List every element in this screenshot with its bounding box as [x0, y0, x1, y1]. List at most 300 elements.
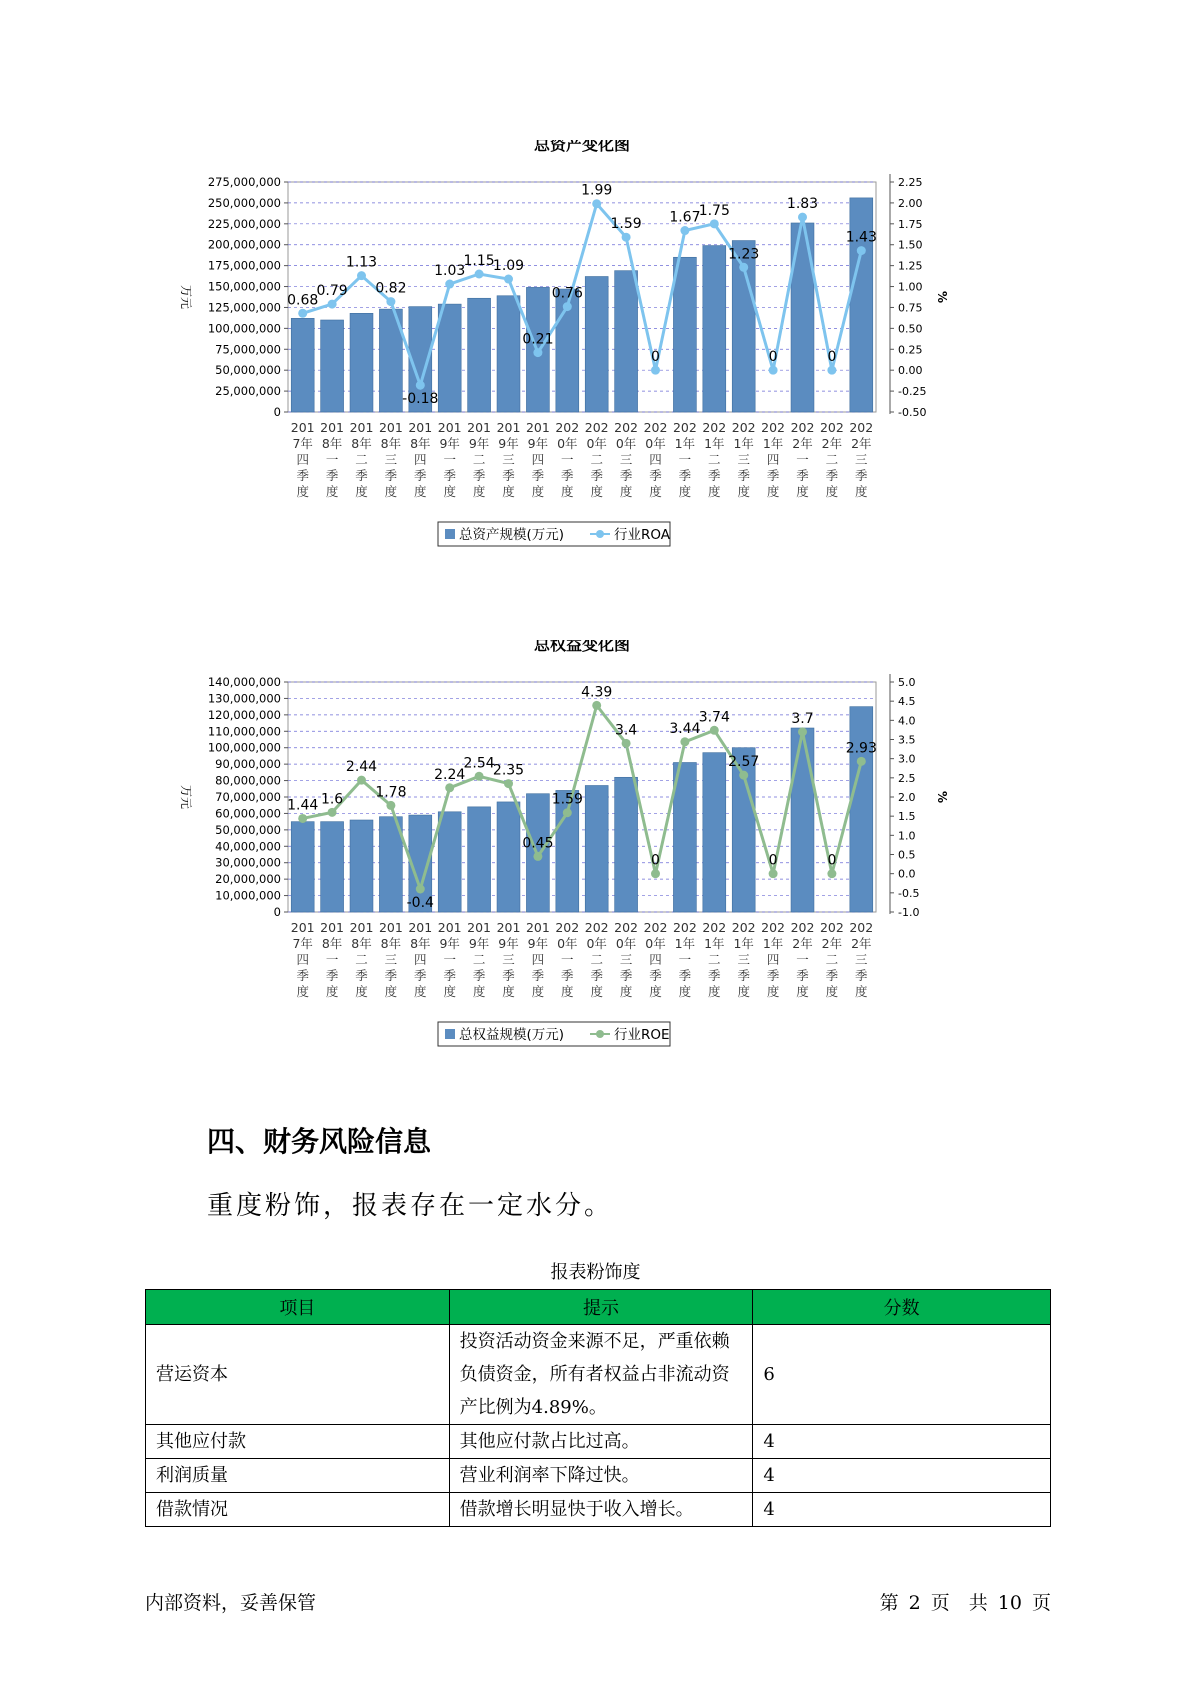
line-point	[710, 219, 719, 228]
category-label: 度	[531, 484, 545, 499]
chart-title: 总权益变化图	[533, 640, 631, 654]
line-point	[445, 280, 454, 289]
left-tick-label: 225,000,000	[207, 216, 281, 231]
category-label: 季	[796, 468, 809, 483]
category-label: 季	[472, 968, 486, 983]
category-label: 度	[325, 984, 339, 999]
category-label: 季	[531, 968, 545, 983]
category-label: 度	[678, 484, 692, 499]
legend-bar-swatch	[445, 529, 455, 539]
row-hint: 其他应付款占比过高。	[449, 1425, 753, 1459]
bar	[468, 807, 491, 912]
point-label: 0.76	[551, 285, 583, 302]
category-label: 度	[414, 484, 427, 499]
category-label: 季	[708, 468, 721, 483]
left-tick-label: 175,000,000	[207, 258, 281, 273]
line-point	[739, 771, 748, 780]
category-label: 度	[443, 484, 456, 499]
left-tick-label: 100,000,000	[207, 740, 281, 755]
category-label: 202	[849, 420, 874, 435]
category-label: 二	[825, 952, 839, 967]
category-label: 9年	[498, 436, 519, 451]
left-tick-label: 40,000,000	[215, 839, 281, 854]
category-label: 9年	[468, 936, 490, 951]
category-label: 8年	[321, 936, 343, 951]
category-label: 0年	[645, 936, 666, 951]
category-label: 度	[796, 484, 809, 499]
point-label: 1.83	[786, 196, 819, 213]
category-label: 季	[384, 468, 398, 483]
line-point	[328, 300, 337, 309]
category-label: 季	[443, 468, 456, 483]
category-label: 202	[555, 920, 580, 935]
right-tick-label: 1.75	[898, 217, 923, 231]
category-label: 二	[472, 952, 486, 967]
category-label: 202	[731, 420, 756, 435]
point-label: 2.54	[463, 755, 495, 772]
category-label: 季	[708, 968, 721, 983]
category-label: 度	[590, 484, 603, 499]
bar	[468, 298, 491, 412]
point-label: 1.09	[492, 258, 525, 275]
left-tick-label: 90,000,000	[215, 757, 281, 772]
section-title: 四、财务风险信息	[207, 1125, 432, 1158]
line-point	[504, 779, 513, 788]
point-label: 1.44	[287, 797, 319, 814]
point-label: 1.23	[728, 246, 760, 263]
category-label: 一	[796, 952, 809, 967]
point-label: 4.39	[581, 684, 613, 701]
point-label: 3.44	[669, 720, 701, 737]
point-label: 3.4	[614, 722, 638, 739]
category-label: 7年	[292, 436, 313, 451]
right-tick-label: 1.25	[898, 259, 923, 273]
point-label: 1.78	[375, 784, 407, 801]
point-label: 2.57	[728, 754, 760, 771]
right-tick-label: 3.5	[898, 733, 916, 747]
point-label: 0.45	[522, 835, 554, 852]
left-tick-label: 70,000,000	[215, 790, 281, 804]
category-label: 季	[649, 968, 662, 983]
table-row	[146, 1493, 1051, 1527]
bar	[673, 257, 696, 412]
category-label: 度	[561, 984, 574, 999]
left-tick-label: 50,000,000	[215, 822, 281, 837]
left-tick-label: 200,000,000	[207, 237, 281, 252]
category-label: 202	[702, 920, 727, 935]
category-label: 9年	[439, 936, 460, 951]
category-label: 201	[437, 920, 462, 935]
category-label: 202	[849, 920, 874, 935]
line-point	[533, 852, 542, 861]
category-label: 7年	[292, 936, 313, 951]
category-label: 201	[496, 420, 521, 435]
point-label: 0	[651, 349, 660, 366]
right-tick-label: 4.0	[898, 714, 916, 728]
category-label: 201	[320, 920, 345, 935]
category-label: 季	[384, 968, 398, 983]
category-label: 季	[855, 468, 868, 483]
category-label: 9年	[527, 936, 549, 951]
line-point	[769, 366, 778, 375]
category-label: 季	[855, 968, 868, 983]
category-label: 度	[590, 984, 603, 999]
category-label: 季	[414, 968, 427, 983]
right-tick-label: -0.5	[898, 886, 920, 900]
category-label: 季	[443, 968, 456, 983]
bar	[321, 822, 344, 912]
category-label: 季	[590, 968, 603, 983]
point-label: 1.75	[698, 202, 730, 219]
category-label: 2年	[821, 436, 843, 451]
left-tick-label: 100,000,000	[207, 321, 281, 336]
category-label: 三	[855, 452, 868, 467]
category-label: 三	[384, 452, 398, 467]
category-label: 201	[467, 420, 492, 435]
category-label: 二	[825, 452, 839, 467]
line-point	[651, 366, 660, 375]
bar	[291, 318, 314, 412]
category-label: 季	[737, 968, 750, 983]
category-label: 季	[531, 468, 545, 483]
category-label: 度	[708, 484, 721, 499]
category-label: 度	[825, 484, 839, 499]
point-label: 1.13	[345, 254, 378, 271]
line-point	[769, 869, 778, 878]
category-label: 三	[737, 952, 750, 967]
left-tick-label: 30,000,000	[215, 855, 281, 870]
category-label: 0年	[557, 436, 578, 451]
table-header-row	[146, 1290, 1051, 1325]
row-score: 6	[753, 1325, 1051, 1425]
category-label: 度	[649, 484, 662, 499]
category-label: 8年	[351, 936, 372, 951]
line-point	[445, 783, 454, 792]
category-label: 201	[408, 420, 433, 435]
category-label: 度	[825, 984, 839, 999]
category-label: 季	[502, 468, 515, 483]
category-label: 度	[414, 984, 427, 999]
category-label: 202	[584, 420, 609, 435]
category-label: 度	[502, 484, 515, 499]
bar	[850, 707, 873, 912]
category-label: 四	[649, 452, 662, 467]
line-point	[592, 701, 601, 710]
category-label: 度	[766, 484, 780, 499]
footer-confidential: 内部资料，妥善保管	[145, 1592, 317, 1614]
category-label: 季	[766, 968, 780, 983]
legend-line-label: 行业ROE	[614, 1027, 670, 1043]
category-label: 三	[502, 452, 515, 467]
category-label: 8年	[321, 436, 343, 451]
legend	[438, 522, 671, 546]
category-label: 度	[737, 984, 750, 999]
category-label: 201	[525, 920, 550, 935]
category-label: 201	[378, 920, 403, 935]
category-label: 202	[672, 920, 697, 935]
left-tick-label: 0	[273, 405, 281, 419]
category-label: 三	[502, 952, 515, 967]
category-label: 度	[796, 984, 809, 999]
category-label: 202	[790, 920, 815, 935]
left-tick-label: 150,000,000	[207, 279, 281, 294]
category-label: 一	[561, 452, 574, 467]
bar	[615, 271, 638, 412]
category-label: 1年	[762, 936, 784, 951]
line-point	[710, 726, 719, 735]
right-tick-label: 1.5	[898, 810, 916, 824]
category-label: 201	[349, 920, 374, 935]
category-label: 四	[531, 452, 545, 467]
category-label: 四	[296, 452, 309, 467]
right-tick-label: 0.00	[898, 364, 923, 378]
category-label: 一	[796, 452, 809, 467]
left-tick-label: 0	[273, 905, 281, 919]
category-label: 0年	[557, 936, 578, 951]
category-label: 季	[619, 968, 633, 983]
row-hint: 投资活动资金来源不足，严重依赖负债资金，所有者权益占非流动资产比例为4.89%。	[449, 1325, 753, 1425]
category-label: 度	[855, 984, 868, 999]
category-label: 四	[296, 952, 309, 967]
category-label: 0年	[645, 436, 666, 451]
right-tick-label: -0.25	[898, 385, 927, 399]
bar	[438, 304, 461, 412]
chart-svg	[170, 640, 1030, 1100]
line-point	[827, 366, 836, 375]
line-point	[298, 309, 307, 318]
line-point	[328, 808, 337, 817]
bar	[703, 753, 726, 912]
category-label: 度	[472, 984, 486, 999]
row-item: 其他应付款	[146, 1425, 450, 1459]
point-label: 0.82	[375, 280, 407, 297]
point-label: 1.59	[610, 216, 642, 233]
category-label: 8年	[380, 936, 402, 951]
category-label: 201	[320, 420, 345, 435]
category-label: 202	[643, 920, 668, 935]
category-label: 季	[296, 468, 309, 483]
left-tick-label: 125,000,000	[207, 300, 281, 315]
right-tick-label: 1.0	[898, 829, 916, 843]
point-label: 0.68	[287, 292, 319, 309]
right-tick-label: -0.50	[898, 406, 927, 419]
category-label: 度	[355, 484, 368, 499]
right-tick-label: 0.50	[898, 322, 923, 336]
category-label: 度	[737, 484, 750, 499]
category-label: 度	[766, 984, 780, 999]
category-label: 0年	[615, 936, 637, 951]
line-point	[622, 233, 631, 242]
category-label: 季	[472, 468, 486, 483]
point-label: 1.67	[669, 209, 701, 226]
category-label: 2年	[821, 936, 843, 951]
left-tick-label: 20,000,000	[215, 872, 281, 887]
bar	[291, 822, 314, 912]
footer-page-number: 第 2 页 共 10 页	[879, 1592, 1051, 1614]
category-label: 202	[584, 920, 609, 935]
point-label: 0	[768, 852, 778, 869]
point-label: 2.24	[434, 766, 466, 783]
category-label: 四	[414, 952, 427, 967]
category-label: 8年	[351, 436, 372, 451]
category-label: 度	[384, 484, 398, 499]
right-tick-label: 1.50	[898, 238, 923, 252]
category-label: 季	[590, 468, 603, 483]
category-label: 一	[443, 952, 456, 967]
category-label: 1年	[704, 936, 725, 951]
category-label: 季	[678, 468, 692, 483]
point-label: 3.74	[698, 709, 730, 726]
category-label: 度	[384, 984, 398, 999]
point-label: 1.03	[434, 263, 466, 280]
category-label: 三	[619, 952, 633, 967]
legend-bar-label: 总资产规模(万元)	[459, 527, 565, 543]
category-label: 202	[614, 420, 639, 435]
category-label: 季	[561, 468, 574, 483]
line-point	[416, 885, 425, 894]
line-point	[798, 213, 807, 222]
line-point	[798, 727, 807, 736]
line-point	[622, 739, 631, 748]
left-tick-label: 75,000,000	[215, 342, 281, 357]
line-point	[563, 808, 572, 817]
category-label: 度	[619, 984, 633, 999]
chart-title: 总资产变化图	[533, 140, 631, 154]
category-label: 202	[731, 920, 756, 935]
category-label: 202	[672, 420, 697, 435]
line-point	[592, 199, 601, 208]
category-label: 0年	[586, 436, 607, 451]
category-label: 201	[378, 420, 403, 435]
category-label: 季	[825, 968, 839, 983]
point-label: 1.59	[551, 791, 583, 808]
line-point	[739, 263, 748, 272]
category-label: 一	[325, 452, 339, 467]
total-equity-chart	[170, 640, 1030, 1100]
category-label: 季	[325, 968, 339, 983]
category-label: 9年	[527, 436, 549, 451]
category-label: 202	[761, 420, 786, 435]
category-label: 度	[855, 484, 868, 499]
left-tick-label: 10,000,000	[215, 888, 281, 903]
category-label: 8年	[380, 436, 402, 451]
right-tick-label: 2.5	[898, 771, 916, 785]
legend-bar-swatch	[445, 1029, 455, 1039]
right-tick-label: 1.00	[898, 280, 923, 294]
category-label: 季	[325, 468, 339, 483]
point-label: 0	[651, 852, 660, 869]
category-label: 202	[790, 420, 815, 435]
category-label: 201	[349, 420, 374, 435]
category-label: 三	[619, 452, 633, 467]
right-tick-label: 2.00	[898, 196, 923, 210]
category-label: 一	[561, 952, 574, 967]
point-label: 2.93	[845, 740, 877, 757]
legend-line-marker	[596, 530, 604, 538]
right-tick-label: 4.5	[898, 695, 916, 709]
point-label: 1.43	[845, 229, 877, 246]
point-label: 0	[768, 349, 778, 366]
category-label: 四	[649, 952, 662, 967]
category-label: 季	[502, 968, 515, 983]
category-label: 季	[825, 468, 839, 483]
line-point	[563, 302, 572, 311]
right-tick-label: 5.0	[898, 676, 916, 689]
line-point	[504, 275, 513, 284]
category-label: 202	[643, 420, 668, 435]
bar	[497, 296, 520, 412]
header-score: 分数	[753, 1290, 1051, 1325]
bar	[350, 313, 373, 412]
left-tick-label: 60,000,000	[215, 806, 281, 821]
category-label: 1年	[762, 436, 784, 451]
category-label: 二	[590, 452, 603, 467]
legend	[438, 1022, 670, 1046]
category-label: 一	[325, 952, 339, 967]
category-label: 1年	[733, 436, 754, 451]
category-label: 1年	[704, 436, 725, 451]
line-point	[857, 757, 866, 766]
category-label: 四	[766, 452, 780, 467]
category-label: 201	[467, 920, 492, 935]
category-label: 季	[649, 468, 662, 483]
category-label: 201	[525, 420, 550, 435]
category-label: 度	[296, 484, 309, 499]
category-label: 度	[355, 984, 368, 999]
table-row	[146, 1425, 1051, 1459]
category-label: 二	[590, 952, 603, 967]
bar	[585, 277, 608, 412]
category-label: 一	[678, 452, 692, 467]
row-item: 利润质量	[146, 1459, 450, 1493]
category-label: 202	[761, 920, 786, 935]
category-label: 度	[472, 484, 486, 499]
line-point	[298, 814, 307, 823]
total-assets-chart	[170, 140, 1030, 600]
point-label: 1.6	[320, 791, 344, 808]
category-label: 度	[561, 484, 574, 499]
category-label: 201	[290, 420, 315, 435]
point-label: 1.15	[463, 253, 495, 269]
category-label: 度	[678, 984, 692, 999]
header-item: 项目	[146, 1290, 450, 1325]
left-tick-label: 25,000,000	[215, 384, 281, 399]
category-label: 三	[384, 952, 398, 967]
point-label: 2.44	[345, 759, 378, 776]
right-tick-label: 0.25	[898, 343, 923, 357]
bar	[615, 777, 638, 912]
category-label: 季	[766, 468, 780, 483]
category-label: 一	[443, 452, 456, 467]
left-tick-label: 275,000,000	[207, 175, 281, 189]
bar	[673, 763, 696, 913]
category-label: 202	[819, 420, 844, 435]
legend-line-marker	[596, 1030, 604, 1038]
legend-bar-label: 总权益规模(万元)	[459, 1027, 565, 1043]
category-label: 度	[531, 984, 545, 999]
point-label: 0.21	[522, 331, 554, 348]
line-point	[857, 246, 866, 255]
point-label: -0.18	[402, 391, 439, 408]
left-tick-label: 130,000,000	[207, 691, 281, 706]
right-tick-label: 2.0	[898, 791, 916, 804]
bar	[350, 820, 373, 912]
category-label: 1年	[674, 936, 696, 951]
left-tick-label: 120,000,000	[207, 707, 281, 722]
row-score: 4	[753, 1425, 1051, 1459]
category-label: 二	[708, 452, 721, 467]
category-label: 202	[819, 920, 844, 935]
